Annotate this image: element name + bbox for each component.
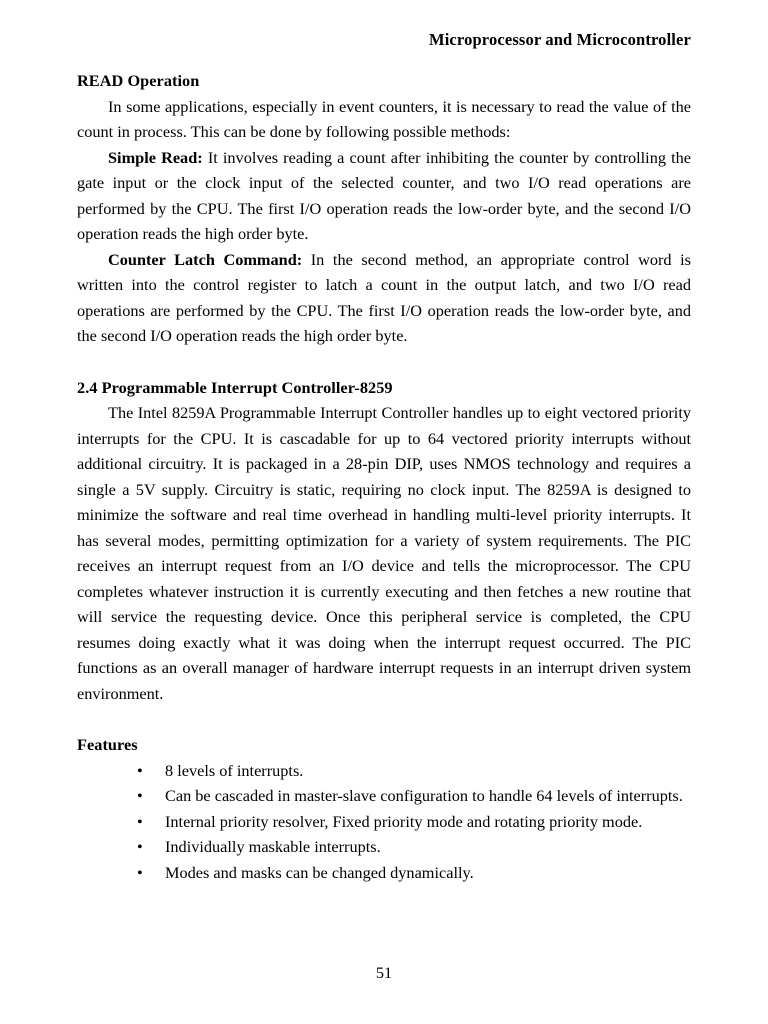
bullet-icon: •	[137, 760, 143, 780]
bullet-icon: •	[137, 837, 143, 856]
paragraph-read-operation-intro: In some applications, especially in event counters, it is necessary to read the value of the count in process. This can be done by following possible methods:	[77, 96, 691, 141]
text-simple-read: It involves reading a count after inhibiting the counter by controlling the gate input or the clock input of the selected counter, and two I/O read operations are performed by the CPU. The first I/O operation reads the low-order byte, and the second I/O operation reads the high order byte.	[77, 147, 691, 243]
text-counter-latch-command: In the second method, an appropriate control word is written into the control register to latch a count in the output latch, and two I/O read operations are performed by the CPU. The first I/O operation reads the low-order byte, and the second I/O operation reads the high order byte.	[77, 249, 691, 345]
list-item-label: Internal priority resolver, Fixed priority mode and rotating priority mode.	[165, 811, 643, 831]
label-simple-read: Simple Read:	[108, 147, 203, 167]
paragraph-pic-8259: The Intel 8259A Programmable Interrupt Controller handles up to eight vectored priority interrupts for the CPU. It is cascadable for up to 64 vectored priority interrupts without additional circuitry. It is packaged in a 28-pin DIP, uses NMOS technology and requires a single a 5V supply. Circuitry is static, requiring no clock input. The 8259A is designed to minimize the software and real time overhead in handling multi-level priority interrupts. It has several modes, permitting optimization for a variety of system requirements. The PIC receives an interrupt request from an I/O device and tells the microprocessor. The CPU completes whatever instruction it is currently executing and then fetches a new routine that will service the requesting device. Once this peripheral service is completed, the CPU resumes doing exactly what it was doing when the interrupt request occurred. The PIC functions as an overall manager of hardware interrupt requests in an interrupt driven system environment.	[77, 403, 691, 703]
bullet-icon: •	[137, 862, 143, 882]
page-number: 51	[375, 963, 393, 982]
page-content	[77, 68, 691, 885]
list-item-label: 8 levels of interrupts.	[165, 760, 304, 780]
paragraph-counter-latch-command	[77, 247, 691, 349]
bullet-icon: •	[137, 786, 143, 805]
paragraph-simple-read	[77, 145, 691, 247]
list-item-label: Individually maskable interrupts.	[165, 837, 381, 856]
running-header: Microprocessor and Microcontroller	[428, 30, 691, 49]
list-item	[77, 834, 691, 860]
list-item	[77, 809, 691, 835]
list-item-label: Can be cascaded in master-slave configuration to handle 64 levels of interrupts.	[165, 786, 683, 805]
heading-programmable-interrupt-controller-8259: 2.4 Programmable Interrupt Controller-8259	[77, 377, 393, 397]
list-item-label: Modes and masks can be changed dynamically.	[165, 862, 474, 882]
list-item	[77, 860, 691, 886]
bullet-icon: •	[137, 811, 143, 831]
list-item	[77, 783, 691, 809]
features-list	[77, 758, 691, 886]
label-counter-latch-command: Counter Latch Command:	[108, 249, 303, 269]
heading-read-operation: READ Operation	[77, 71, 200, 90]
heading-features: Features	[77, 735, 138, 754]
list-item	[77, 758, 691, 784]
